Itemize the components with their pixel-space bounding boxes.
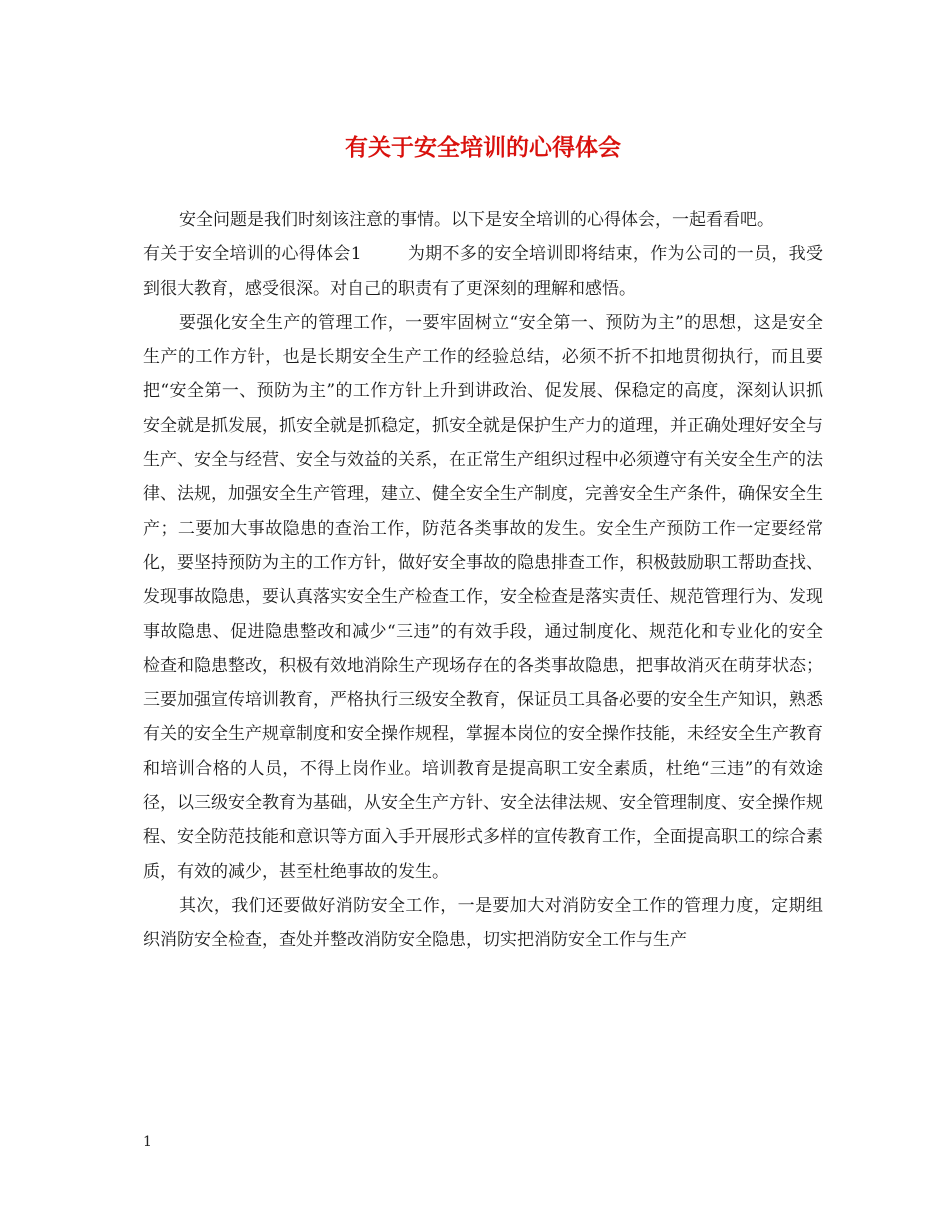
document-body [143, 203, 823, 958]
section-lead: 为期不多的安全培训即将结束，作为公司的一员，我受到很大教育，感受很深。对自己的职责有了更深刻的理解和感悟。 [143, 244, 823, 299]
document-title: 有关于安全培训的心得体会 [345, 135, 621, 161]
section-heading: 有关于安全培训的心得体会1 [143, 244, 362, 265]
intro-paragraph: 安全问题是我们时刻该注意的事情。以下是安全培训的心得体会，一起看看吧。 [179, 210, 774, 230]
body-paragraph: 其次，我们还要做好消防安全工作，一是要加大对消防安全工作的管理力度，定期组织消防安全检查，查处并整改消防安全隐患，切实把消防安全工作与生产 [143, 895, 823, 951]
page-number: 1 [143, 1134, 152, 1150]
section-heading-line [143, 237, 823, 306]
body-paragraph: 要强化安全生产的管理工作，一要牢固树立“安全第一、预防为主”的思想，这是安全生产的工作方针，也是长期安全生产工作的经验总结，必须不折不扣地贯彻执行，而且要把“安全第一、预防为主”的工作方针上升到讲政治、促发展、保稳定的高度，深刻认识抓安全就是抓发展，抓安全就是抓稳定，抓安全就是保护生产力的道理，并正确处理好安全与生产、安全与经营、安全与效益的关系，在正常生产组织过程中必须遵守有关安全生产的法律、法规，加强安全生产管理，建立、健全安全生产制度，完善安全生产条件，确保安全生产；二要加大事故隐患的查治工作，防范各类事故的发生。安全生产预防工作一定要经常化，要坚持预防为主的工作方针，做好安全事故的隐患排查工作，积极鼓励职工帮助查找、发现事故隐患，要认真落实安全生产检查工作，安全检查是落实责任、规范管理行为、发现事故隐患、促进隐患整改和减少“三违”的有效手段，通过制度化、规范化和专业化的安全检查和隐患整改，积极有效地消除生产现场存在的各类事故隐患，把事故消灭在萌芽状态；三要加强宣传培训教育，严格执行三级安全教育，保证员工具备必要的安全生产知识，熟悉有关的安全生产规章制度和安全操作规程，掌握本岗位的安全操作技能，未经安全生产教育和培训合格的人员，不得上岗作业。培训教育是提高职工安全素质，杜绝“三违”的有效途径，以三级安全教育为基础，从安全生产方针、安全法律法规、安全管理制度、安全操作规程、安全防范技能和意识等方面入手开展形式多样的宣传教育工作，全面提高职工的综合素质，有效的减少，甚至杜绝事故的发生。 [143, 312, 823, 882]
